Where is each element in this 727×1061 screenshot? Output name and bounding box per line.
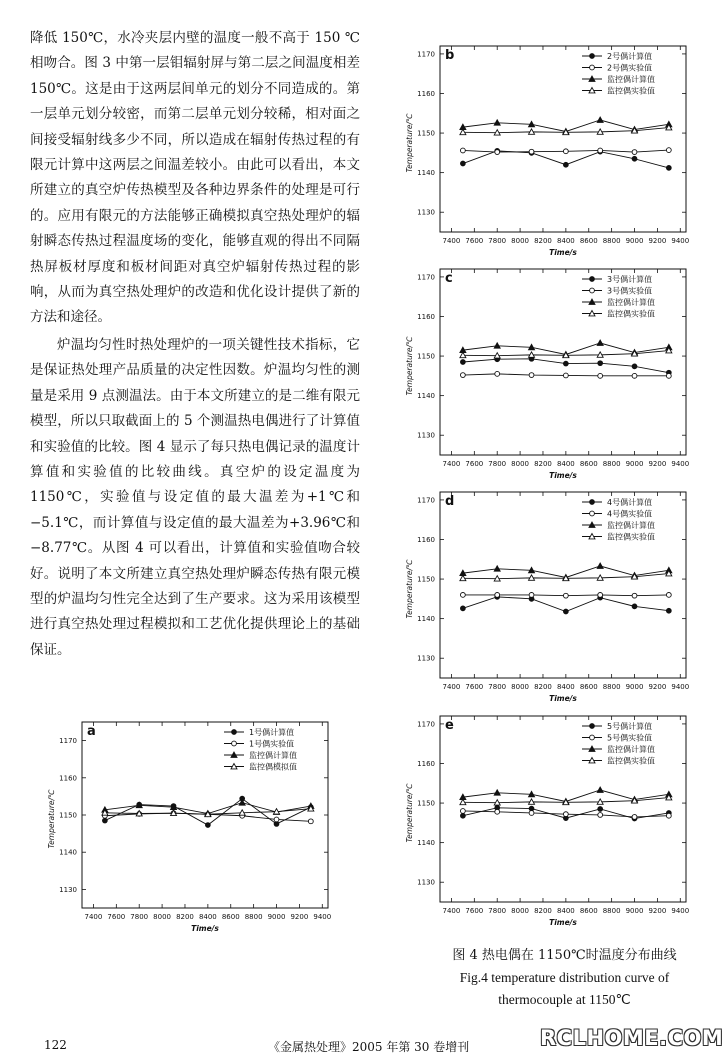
x-tick-label: 8400 [556,460,575,468]
data-point [666,148,671,153]
y-tick-label: 1140 [417,839,435,848]
plot-frame [440,46,686,232]
x-tick-label: 7800 [488,460,507,468]
legend-entry: 4号偶计算值 [607,498,653,507]
x-tick-label: 8200 [534,460,552,468]
legend-entry: 4号偶实验值 [607,509,653,519]
y-tick-label: 1150 [417,575,435,584]
x-tick-label: 7600 [465,237,484,245]
legend-marker [590,277,595,282]
x-tick-label: 8200 [534,683,552,691]
data-point [460,606,465,611]
x-tick-label: 8200 [534,907,552,915]
x-tick-label: 9400 [671,683,690,691]
y-axis-label: Temperature/℃ [47,789,56,849]
y-tick-label: 1150 [417,129,435,138]
y-tick-label: 1130 [417,878,435,887]
x-tick-label: 8400 [198,913,217,921]
plot-frame [440,492,686,678]
chart-panel-c [400,257,700,489]
x-tick-label: 7800 [488,237,507,245]
y-tick-label: 1170 [417,496,435,505]
x-tick-label: 7600 [465,907,484,915]
data-point [632,593,637,598]
data-point [529,592,534,597]
x-tick-label: 7400 [442,237,461,245]
x-tick-label: 8000 [511,460,530,468]
legend-marker [590,724,595,729]
data-point [666,608,671,613]
data-point [597,787,603,792]
data-point [666,813,671,818]
x-tick-label: 9000 [625,460,644,468]
series-2 [460,371,671,378]
panel-letter: e [445,718,454,733]
series-2 [460,148,671,155]
x-tick-label: 8200 [176,913,194,921]
legend-entry: 监控偶计算值 [607,745,655,754]
legend-entry: 2号偶计算值 [607,52,653,61]
legend-marker [590,54,595,59]
chart-panel-a [42,710,342,942]
x-tick-label: 8400 [556,907,575,915]
data-point [632,604,637,609]
y-tick-label: 1140 [417,615,435,624]
x-tick-label: 8600 [579,683,598,691]
series-4 [460,125,672,136]
data-point [597,340,603,345]
x-axis-label: Time/s [191,924,219,933]
x-tick-label: 9000 [625,683,644,691]
legend [582,497,655,542]
legend-entry: 2号偶实验值 [607,63,653,73]
panel-letter: d [445,494,455,509]
data-point [632,156,637,161]
legend-entry: 3号偶实验值 [607,286,653,296]
y-axis-label: Temperature/℃ [405,336,414,396]
series-2 [460,592,671,598]
x-tick-label: 8200 [534,237,552,245]
data-point [666,373,671,378]
data-point [598,361,603,366]
x-axis-label: Time/s [549,471,577,480]
data-point [666,165,671,170]
body-paragraph-1: 降低 150℃，水冷夹层内壁的温度一般不高于 150 ℃相吻合。图 3 中第一层钼辐射屏与第二层之间温度相差 150℃。这是由于这两层间单元的划分不同造成的。第一层单元划分较密，而第二层单元划分较稀，相对面之间接受辐射线多少不同，所以造成在辐射传热过程的有限元计算中这两层之间温差较小。由此可以看出，本文所建立的真空炉传热模型及各种边界条件的处理是可行的。应用有限元的方法能够正确模拟真空热处理炉的辐射瞬态传热过程温度场的变化，能够直观的得出不同隔热屏板材厚度和板材间距对真空炉辐射传热过程的影响，从而为真空热处理炉的改造和优化设计提供了新的方法和途径。 [30,30,360,326]
x-tick-label: 9000 [267,913,286,921]
legend-marker [590,288,595,293]
x-tick-label: 8400 [556,237,575,245]
x-tick-label: 7600 [465,460,484,468]
y-tick-label: 1160 [417,89,435,98]
y-tick-label: 1130 [417,654,435,663]
legend-entry: 监控偶计算值 [607,298,655,307]
data-point [563,373,568,378]
legend-entry: 监控偶实验值 [607,532,655,542]
y-axis-label: Temperature/℃ [405,783,414,843]
legend-entry: 1号偶计算值 [249,728,295,737]
y-tick-label: 1140 [417,392,435,401]
x-axis-label: Time/s [549,918,577,927]
plot-frame [440,716,686,902]
data-point [274,817,279,822]
x-tick-label: 7400 [84,913,103,921]
y-tick-label: 1150 [417,799,435,808]
y-tick-label: 1150 [417,352,435,361]
data-point [529,149,534,154]
x-tick-label: 9400 [313,913,332,921]
x-tick-label: 8000 [153,913,172,921]
figure-caption-chinese: 图 4 热电偶在 1150℃时温度分布曲线 [452,948,677,963]
legend-marker [232,741,237,746]
x-tick-label: 7600 [107,913,126,921]
data-point [495,809,500,814]
x-tick-label: 7400 [442,683,461,691]
data-point [632,815,637,820]
x-tick-label: 8600 [579,237,598,245]
data-point [460,360,465,365]
data-point [495,150,500,155]
data-point [205,823,210,828]
x-tick-label: 7400 [442,907,461,915]
data-point [460,148,465,153]
x-tick-label: 9400 [671,237,690,245]
x-tick-label: 9200 [648,683,667,691]
data-point [666,592,671,597]
data-point [563,162,568,167]
series-4 [460,348,672,359]
x-tick-label: 8800 [602,460,621,468]
y-tick-label: 1160 [417,535,435,544]
legend [582,51,655,96]
legend-entry: 3号偶计算值 [607,275,653,284]
y-tick-label: 1170 [417,720,435,729]
series-4 [460,795,672,806]
data-point [632,150,637,155]
y-tick-label: 1160 [417,759,435,768]
data-point [460,373,465,378]
y-tick-label: 1170 [417,50,435,59]
figure-caption-english-line-1: Fig.4 temperature distribution curve of [459,970,670,985]
chart-panel-d [400,480,700,712]
legend-marker [232,730,237,735]
panel-letter: a [87,724,96,739]
data-point [598,592,603,597]
data-point [632,364,637,369]
x-tick-label: 8600 [579,460,598,468]
data-point [460,813,465,818]
data-point [460,809,465,814]
panel-letter: b [445,48,455,63]
y-tick-label: 1160 [59,774,77,783]
y-tick-label: 1150 [59,811,77,820]
data-point [563,812,568,817]
chart-panel-b [400,34,700,266]
panel-letter: c [445,271,453,286]
legend-marker [590,500,595,505]
x-tick-label: 7800 [130,913,149,921]
x-tick-label: 9400 [671,460,690,468]
figure-caption-english-line-2: thermocouple at 1150℃ [498,992,631,1007]
x-axis-label: Time/s [549,248,577,257]
data-point [529,811,534,816]
data-point [529,373,534,378]
data-point [563,149,568,154]
x-tick-label: 8600 [221,913,240,921]
x-tick-label: 8800 [244,913,263,921]
data-point [495,371,500,376]
legend-entry: 1号偶实验值 [249,739,295,749]
x-tick-label: 9200 [648,237,667,245]
legend-entry: 监控偶计算值 [249,751,297,760]
x-axis-label: Time/s [549,694,577,703]
legend-marker [590,65,595,70]
data-point [495,592,500,597]
y-tick-label: 1160 [417,312,435,321]
page-number: 122 [44,1038,67,1052]
series-1 [460,356,671,375]
data-point [598,807,603,812]
chart-panel-e [400,704,700,936]
x-tick-label: 8400 [556,683,575,691]
data-point [102,818,107,823]
data-point [597,117,603,122]
y-tick-label: 1130 [59,885,77,894]
data-point [460,161,465,166]
y-axis-label: Temperature/℃ [405,559,414,619]
legend-entry: 监控偶实验值 [607,86,655,96]
data-point [632,373,637,378]
x-tick-label: 9400 [671,907,690,915]
x-tick-label: 9200 [648,907,667,915]
x-tick-label: 8000 [511,683,530,691]
x-tick-label: 8000 [511,907,530,915]
x-tick-label: 8600 [579,907,598,915]
x-tick-label: 8800 [602,683,621,691]
data-point [598,148,603,153]
data-point [598,373,603,378]
y-axis-label: Temperature/℃ [405,113,414,173]
legend-entry: 监控偶实验值 [607,756,655,766]
plot-frame [440,269,686,455]
legend-entry: 监控偶计算值 [607,75,655,84]
y-tick-label: 1130 [417,208,435,217]
data-point [563,361,568,366]
x-tick-label: 7800 [488,907,507,915]
data-point [308,819,313,824]
x-tick-label: 9200 [648,460,667,468]
data-point [460,592,465,597]
data-point [597,563,603,568]
y-tick-label: 1130 [417,431,435,440]
data-point [598,813,603,818]
x-tick-label: 8800 [602,237,621,245]
legend-marker [590,511,595,516]
y-tick-label: 1170 [417,273,435,282]
x-tick-label: 8800 [602,907,621,915]
journal-citation: 《金属热处理》2005 年第 30 卷增刊 [268,1040,470,1054]
legend-entry: 5号偶实验值 [607,733,653,743]
legend-entry: 监控偶实验值 [607,309,655,319]
x-tick-label: 9000 [625,907,644,915]
x-tick-label: 9000 [625,237,644,245]
x-tick-label: 7800 [488,683,507,691]
y-tick-label: 1170 [59,737,77,746]
x-tick-label: 8000 [511,237,530,245]
x-tick-label: 7600 [465,683,484,691]
site-watermark: RCLHOME.COM [540,1026,724,1050]
data-point [563,609,568,614]
body-text-column [30,26,360,663]
data-point [563,593,568,598]
legend-marker [590,735,595,740]
x-tick-label: 9200 [290,913,309,921]
body-paragraph-2: 炉温均匀性时热处理炉的一项关键性技术指标，它是保证热处理产品质量的决定性因数。炉温均匀性的测量是采用 9 点测温法。由于本文所建立的是二维有限元模型，所以只取截面上的 5 个测温热电偶进行了计算值和实验值的比较。图 4 显示了每只热电偶记录的温度计算值和实验值的比较曲线。真空炉的设定温度为 1150℃，实验值与设定值的最大温差为+1℃和−5.1℃，而计算值与设定值的最大温差为+3.96℃和−8.77℃。从图 4 可以看出，计算值和实验值吻合较好。说明了本文所建立真空热处理炉瞬态传热有限元模型的炉温均匀性完全达到了生产要求。这为采用该模型进行真空热处理过程模拟和工艺优化提供理论上的基础保证。 [30,336,360,658]
legend-entry: 5号偶计算值 [607,722,653,731]
legend [582,721,655,766]
legend-entry: 监控偶计算值 [607,521,655,530]
legend [224,727,297,772]
y-tick-label: 1140 [417,169,435,178]
series-4 [460,571,672,582]
legend-entry: 监控偶模拟值 [249,762,297,772]
y-tick-label: 1140 [59,848,77,857]
legend [582,274,655,319]
x-tick-label: 7400 [442,460,461,468]
